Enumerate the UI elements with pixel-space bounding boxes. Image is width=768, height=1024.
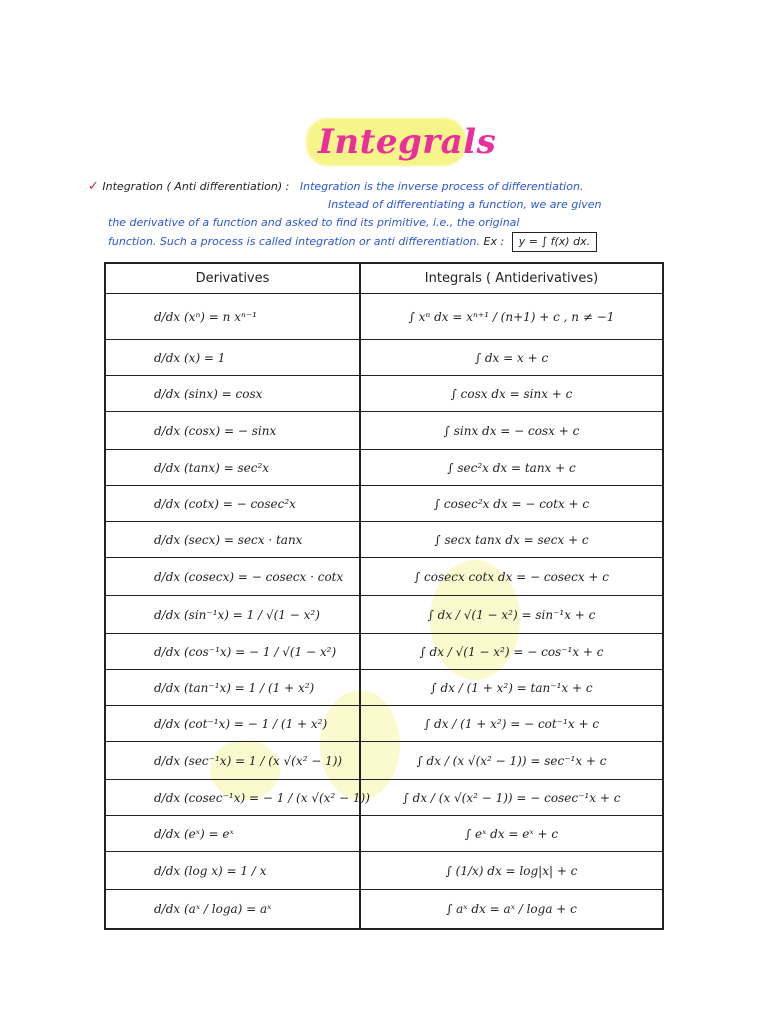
integral-formula: ∫ dx / (1 + x²) = − cot⁻¹x + c bbox=[423, 716, 600, 731]
derivative-formula: d/dx (sin⁻¹x) = 1 / √(1 − x²) bbox=[154, 607, 320, 622]
integral-formula: ∫ dx / √(1 − x²) = − cos⁻¹x + c bbox=[419, 644, 604, 659]
intro-text-4: function. Such a process is called integration or anti differentiation. bbox=[108, 235, 481, 248]
integral-formula: ∫ dx = x + c bbox=[474, 350, 549, 365]
intro-line-1 bbox=[88, 178, 583, 196]
derivative-formula: d/dx (log x) = 1 / x bbox=[154, 863, 267, 878]
derivative-formula: d/dx (sinx) = cosx bbox=[154, 386, 263, 401]
table-row bbox=[106, 596, 662, 634]
integral-formula: ∫ eˣ dx = eˣ + c bbox=[464, 826, 559, 841]
table-row bbox=[106, 742, 662, 780]
derivative-formula: d/dx (x) = 1 bbox=[154, 350, 226, 365]
derivative-formula: d/dx (cotx) = − cosec²x bbox=[154, 496, 296, 511]
page-title: Integrals bbox=[318, 122, 497, 162]
title-block bbox=[300, 108, 497, 174]
table-row bbox=[106, 450, 662, 486]
derivative-formula: d/dx (cosec⁻¹x) = − 1 / (x √(x² − 1)) bbox=[154, 790, 370, 805]
table-row bbox=[106, 412, 662, 450]
integral-formula: ∫ secx tanx dx = secx + c bbox=[434, 532, 589, 547]
derivative-formula: d/dx (sec⁻¹x) = 1 / (x √(x² − 1)) bbox=[154, 753, 343, 768]
derivative-formula: d/dx (tan⁻¹x) = 1 / (1 + x²) bbox=[154, 680, 315, 695]
derivative-formula: d/dx (cosx) = − sinx bbox=[154, 423, 277, 438]
checkmark-icon: ✓ bbox=[88, 179, 99, 194]
table-row bbox=[106, 340, 662, 376]
integral-formula: ∫ dx / (x √(x² − 1)) = sec⁻¹x + c bbox=[416, 753, 607, 768]
derivatives-header: Derivatives bbox=[195, 271, 270, 286]
integral-formula: ∫ cosecx cotx dx = − cosecx + c bbox=[413, 569, 610, 584]
table-row bbox=[106, 852, 662, 890]
intro-line-4 bbox=[108, 232, 597, 252]
table-row bbox=[106, 558, 662, 596]
example-label: Ex : bbox=[483, 235, 505, 248]
integral-formula: ∫ cosx dx = sinx + c bbox=[450, 386, 573, 401]
integral-formula: ∫ sinx dx = − cosx + c bbox=[443, 423, 580, 438]
table-row bbox=[106, 376, 662, 412]
derivative-formula: d/dx (xⁿ) = n xⁿ⁻¹ bbox=[154, 309, 257, 324]
derivative-formula: d/dx (tanx) = sec²x bbox=[154, 460, 270, 475]
table-row bbox=[106, 294, 662, 340]
integral-formula: ∫ sec²x dx = tanx + c bbox=[447, 460, 576, 475]
intro-line-2: Instead of differentiating a function, we are given bbox=[328, 198, 602, 211]
formula-table bbox=[104, 262, 664, 930]
derivative-formula: d/dx (cosecx) = − cosecx · cotx bbox=[154, 569, 344, 584]
integrals-header: Integrals ( Antiderivatives) bbox=[424, 271, 599, 286]
integral-formula: ∫ dx / (x √(x² − 1)) = − cosec⁻¹x + c bbox=[402, 790, 621, 805]
derivative-formula: d/dx (aˣ / loga) = aˣ bbox=[154, 902, 272, 916]
intro-text-1: Integration is the inverse process of differentiation. bbox=[299, 180, 584, 193]
integral-formula: ∫ cosec²x dx = − cotx + c bbox=[433, 496, 590, 511]
example-formula: y = ∫ f(x) dx. bbox=[512, 232, 597, 252]
table-row bbox=[106, 890, 662, 928]
integral-formula: ∫ dx / √(1 − x²) = sin⁻¹x + c bbox=[427, 607, 596, 622]
table-row bbox=[106, 486, 662, 522]
integral-formula: ∫ aˣ dx = aˣ / loga + c bbox=[446, 902, 577, 916]
table-row bbox=[106, 780, 662, 816]
intro-heading: Integration ( Anti differentiation) : bbox=[102, 180, 290, 193]
table-row bbox=[106, 706, 662, 742]
derivative-formula: d/dx (cot⁻¹x) = − 1 / (1 + x²) bbox=[154, 716, 328, 731]
table-row bbox=[106, 522, 662, 558]
table-row bbox=[106, 634, 662, 670]
table-row bbox=[106, 670, 662, 706]
intro-line-3: the derivative of a function and asked to find its primitive, i.e., the original bbox=[108, 216, 520, 229]
integral-formula: ∫ dx / (1 + x²) = tan⁻¹x + c bbox=[430, 680, 593, 695]
derivative-formula: d/dx (secx) = secx · tanx bbox=[154, 532, 303, 547]
derivative-formula: d/dx (eˣ) = eˣ bbox=[154, 826, 234, 841]
table-row bbox=[106, 816, 662, 852]
table-header-row bbox=[106, 264, 662, 294]
derivative-formula: d/dx (cos⁻¹x) = − 1 / √(1 − x²) bbox=[154, 644, 337, 659]
integral-formula: ∫ (1/x) dx = log|x| + c bbox=[445, 863, 578, 878]
integral-formula: ∫ xⁿ dx = xⁿ⁺¹ / (n+1) + c , n ≠ −1 bbox=[408, 309, 615, 324]
